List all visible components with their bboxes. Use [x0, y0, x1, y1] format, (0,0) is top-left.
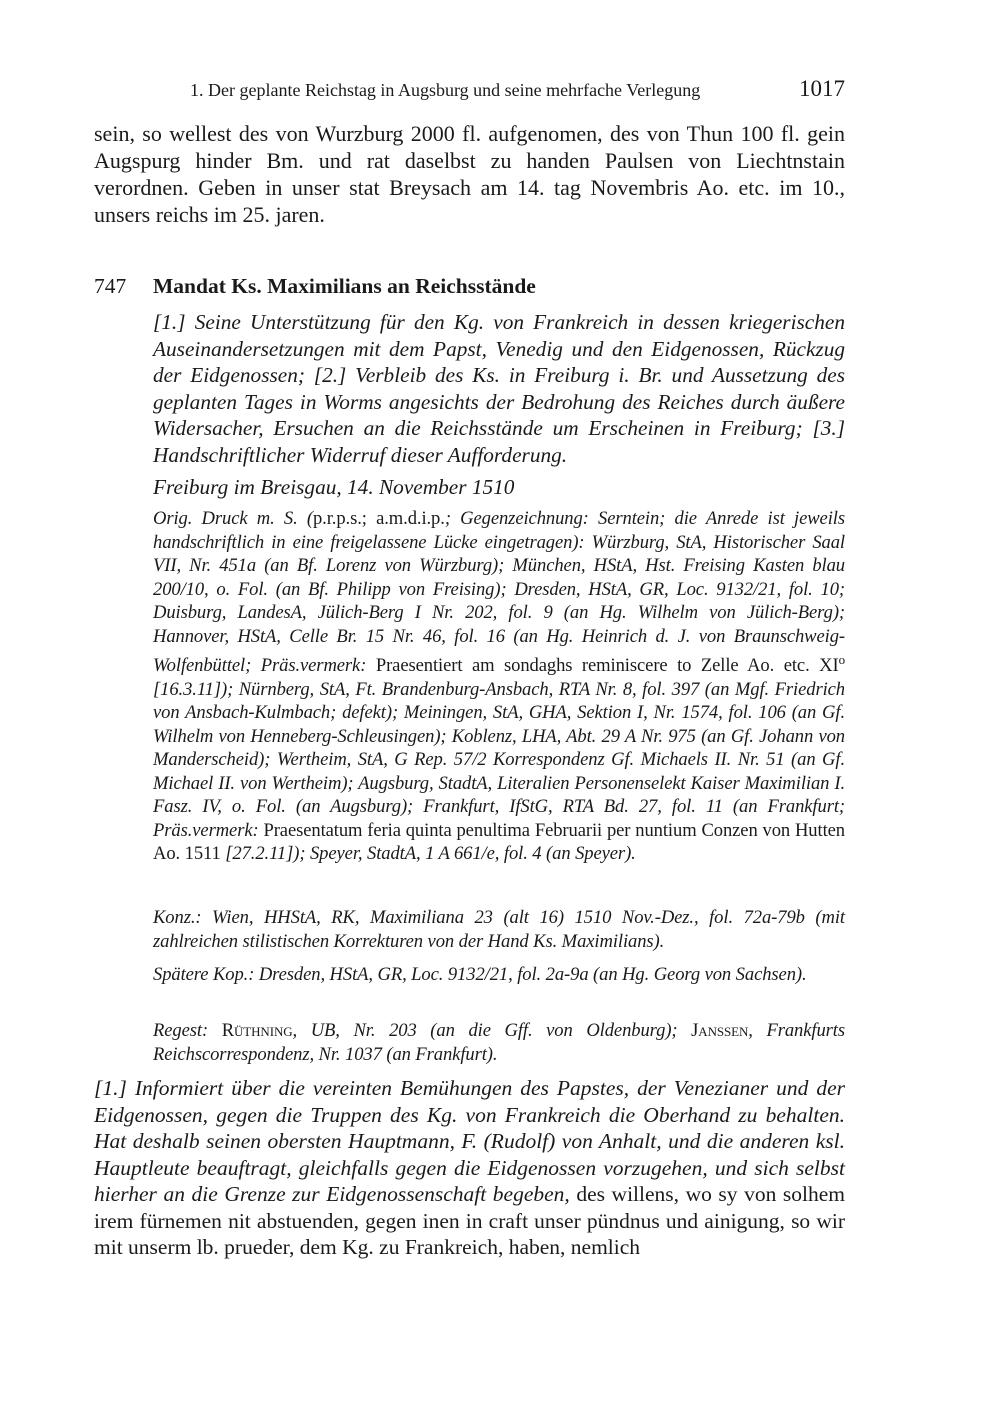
entry-summary: [1.] Seine Unterstützung für den Kg. von Frankreich in dessen kriegerischen Auseinandersetzungen mit dem Papst, Venedig und den Eidgenossen, Rückzug der Eidgenossen; [2.] Verbleib des Ks. in Freiburg i. Br. und Aussetzung des geplanten Tages in Worms angesichts der Bedrohung des Reiches durch äußere Widersacher, Ersuchen an die Reichsstände um Erscheinen in Freiburg; [3.] Handschriftlicher Widerruf dieser Aufforderung. — [153, 310, 845, 467]
entry-heading — [94, 274, 536, 299]
running-title: 1. Der geplante Reichstag in Augsburg und seine mehrfache Verlegung — [190, 80, 701, 100]
place-date: Freiburg im Breisgau, 14. November 1510 — [153, 475, 515, 499]
draft-source: Konz.: Wien, HHStA, RK, Maximiliana 23 (alt 16) 1510 Nov.-Dez., fol. 72a-79b (mit zahlreichen stilistischen Korrekturen von der Hand Ks. Maximilians). — [153, 907, 845, 952]
running-header — [190, 76, 845, 101]
main-text: [1.] Informiert über die vereinten Bemühungen des Papstes, der Venezianer und der Eidgenossen, gegen die Truppen des Kg. von Frankreich die Oberhand zu behalten. Hat deshalb seinen obersten Hauptmann, F. (Rudolf) von Anhalt, und die anderen ksl. Hauptleute beauftragt, gleichfalls gegen die Eidgenossen vorzugehen, und sich selbst hierher an die Grenze zur Eidgenossenschaft begeben, des willens, wo sy von solhem irem fürnemen nit abstuenden, gegen inen in craft unser pündnus und ainigung, so wir mit unserm lb. prueder, dem Kg. zu Frankreich, haben, nemlich — [94, 1076, 845, 1259]
entry-title: Mandat Ks. Maximilians an Reichsstände — [153, 274, 536, 298]
page-number: 1017 — [799, 76, 845, 101]
later-copy-source: Spätere Kop.: Dresden, HStA, GR, Loc. 9132/21, fol. 2a-9a (an Hg. Georg von Sachsen). — [153, 964, 807, 985]
original-sources: Orig. Druck m. S. (p.r.p.s.; a.m.d.i.p.; Gegenzeichnung: Serntein; die Anrede ist jeweils handschriftlich in eine freigelassene Lücke eingetragen): Würzburg, StA, Historischer Saal VII, Nr. 451a (an Bf. Lorenz von Würzburg); München, HStA, Hst. Freising Kasten blau 200/10, o. Fol. (an Bf. Philipp von Freising); Dresden, HStA, GR, Loc. 9132/21, fol. 10; Duisburg, LandesA, Jülich-Berg I Nr. 202, fol. 9 (an Hg. Wilhelm von Jülich-Berg); Hannover, HStA, Celle Br. 15 Nr. 46, fol. 16 (an Hg. Heinrich d. J. von Braunschweig-Wolfenbüttel; Präs.vermerk: Praesentiert am sondaghs reminiscere to Zelle Ao. etc. $XI^o$ [16.3.11]); Nürnberg, StA, Ft. Brandenburg-Ansbach, RTA Nr. 8, fol. 397 (an Mgf. Friedrich von Ansbach-Kulmbach; defekt); Meiningen, StA, GHA, Sektion I, Nr. 1574, fol. 106 (an Gf. Wilhelm von Henneberg-Schleusingen); Koblenz, LHA, Abt. 29 A Nr. 975 (an Gf. Johann von Manderscheid); Wertheim, StA, G Rep. 57/2 Korrespondenz Gf. Michaels II. Nr. 51 (an Gf. Michael II. von Wertheim); Augsburg, StadtA, Literalien Personenselekt Kaiser Maximilian I. Fasz. IV, o. Fol. (an Augsburg); Frankfurt, IfStG, RTA Bd. 27, fol. 11 (an Frankfurt; Präs.vermerk: Praesentatum feria quinta penultima Februarii per nuntium Conzen von Hutten Ao. 1511 [27.2.11]); Speyer, StadtA, 1 A 661/e, fol. 4 (an Speyer). — [153, 508, 845, 865]
entry-number: 747 — [94, 274, 127, 298]
top-paragraph: sein, so wellest des von Wurzburg 2000 fl. aufgenomen, des von Thun 100 fl. gein Augspurg hinder Bm. und rat daselbst zu handen Paulsen von Liechtnstain verordnen. Geben in unser stat Breysach am 14. tag Novembris Ao. etc. im 10., unsers reichs im 25. jaren. — [94, 121, 845, 227]
regest: Regest: Rüthning, UB, Nr. 203 (an die Gff. von Oldenburg); Janssen, Frankfurts Reichscorrespondenz, Nr. 1037 (an Frankfurt). — [153, 1020, 846, 1065]
